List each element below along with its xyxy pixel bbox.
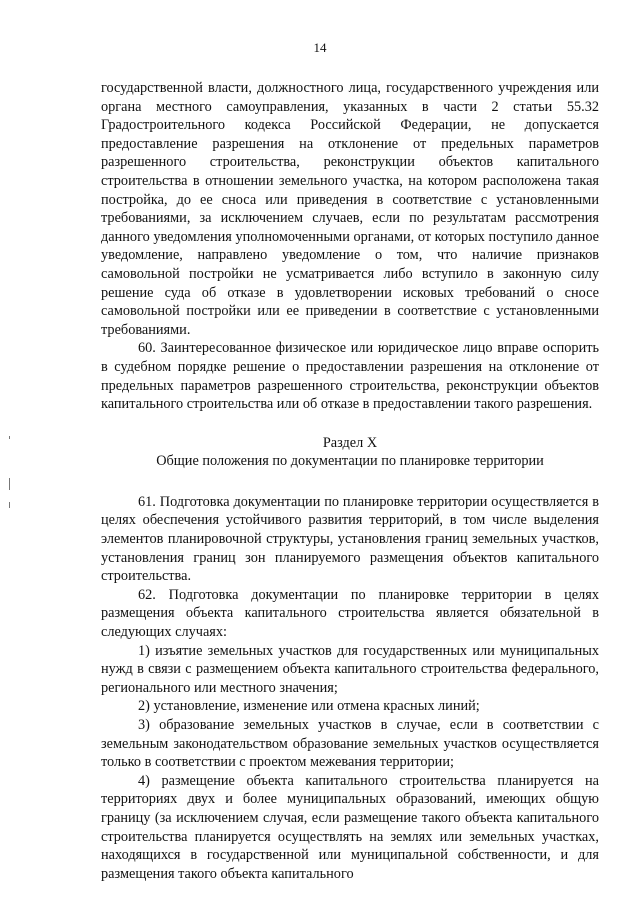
list-item-1: 1) изъятие земельных участков для государственных или муниципальных нужд в связи с размещением объекта капитального строительства федерального, регионального или местного значения; (101, 642, 599, 696)
paragraph-60: 60. Заинтересованное физическое или юридическое лицо вправе оспорить в судебном порядке решение о предоставлении разрешения на отклонение от предельных параметров разрешенного строительства, реконструкции объектов капитального строительства или об отказе в предоставлении такого разрешения. (101, 340, 599, 413)
margin-scan-mark (9, 478, 10, 490)
paragraph-61: 61. Подготовка документации по планировке территории осуществляется в целях обеспечения устойчивого развития территорий, в том числе выделения элементов планировочной структуры, установления границ земельных участков, установления границ зон планируемого размещения объектов капитального строительства. (101, 493, 599, 585)
list-item-2: 2) установление, изменение или отмена красных линий; (138, 698, 480, 715)
margin-scan-mark (9, 502, 10, 508)
page-number: 14 (313, 40, 327, 55)
section-title: Общие положения по документации по планировке территории (156, 453, 544, 470)
paragraph-continuation: государственной власти, должностного лица, государственного учреждения или органа местного самоуправления, указанных в части 2 статьи 55.32 Градостроительного кодекса Российской Федерации, не допускается предоставление разрешения на отклонение от предельных параметров разрешенного строительства, реконструкции объектов капитального строительства в отношении земельного участка, на котором расположена такая постройка, до ее сноса или приведения в соответствие с установленными требованиями, за исключением случаев, если по результатам рассмотрения данного уведомления уполномоченными органами, от которых поступило данное уведомление, направлено уведомление о том, что наличие признаков самовольной постройки не усматривается либо вступило в законную силу решение суда об отказе в удовлетворении исковых требований о сносе самовольной постройки или ее приведении в соответствие с установленными требованиями. (101, 80, 599, 338)
section-number: Раздел X (322, 434, 378, 451)
margin-scan-mark (9, 436, 10, 439)
list-item-4: 4) размещение объекта капитального строительства планируется на территориях двух и более муниципальных образований, имеющих общую границу (за исключением случая, если размещение такого объекта капитального строительства планируется осуществлять на землях или земельных участках, находящихся в государственной или муниципальной собственности, и для размещения такого объекта капитального (101, 772, 599, 882)
document-body (101, 79, 599, 883)
paragraph-62: 62. Подготовка документации по планировке территории в целях размещения объекта капитального строительства является обязательной в следующих случаях: (101, 586, 599, 641)
list-item-3: 3) образование земельных участков в случае, если в соответствии с земельным законодательством образование земельных участков осуществляется только в соответствии с проектом межевания территории; (101, 717, 599, 771)
